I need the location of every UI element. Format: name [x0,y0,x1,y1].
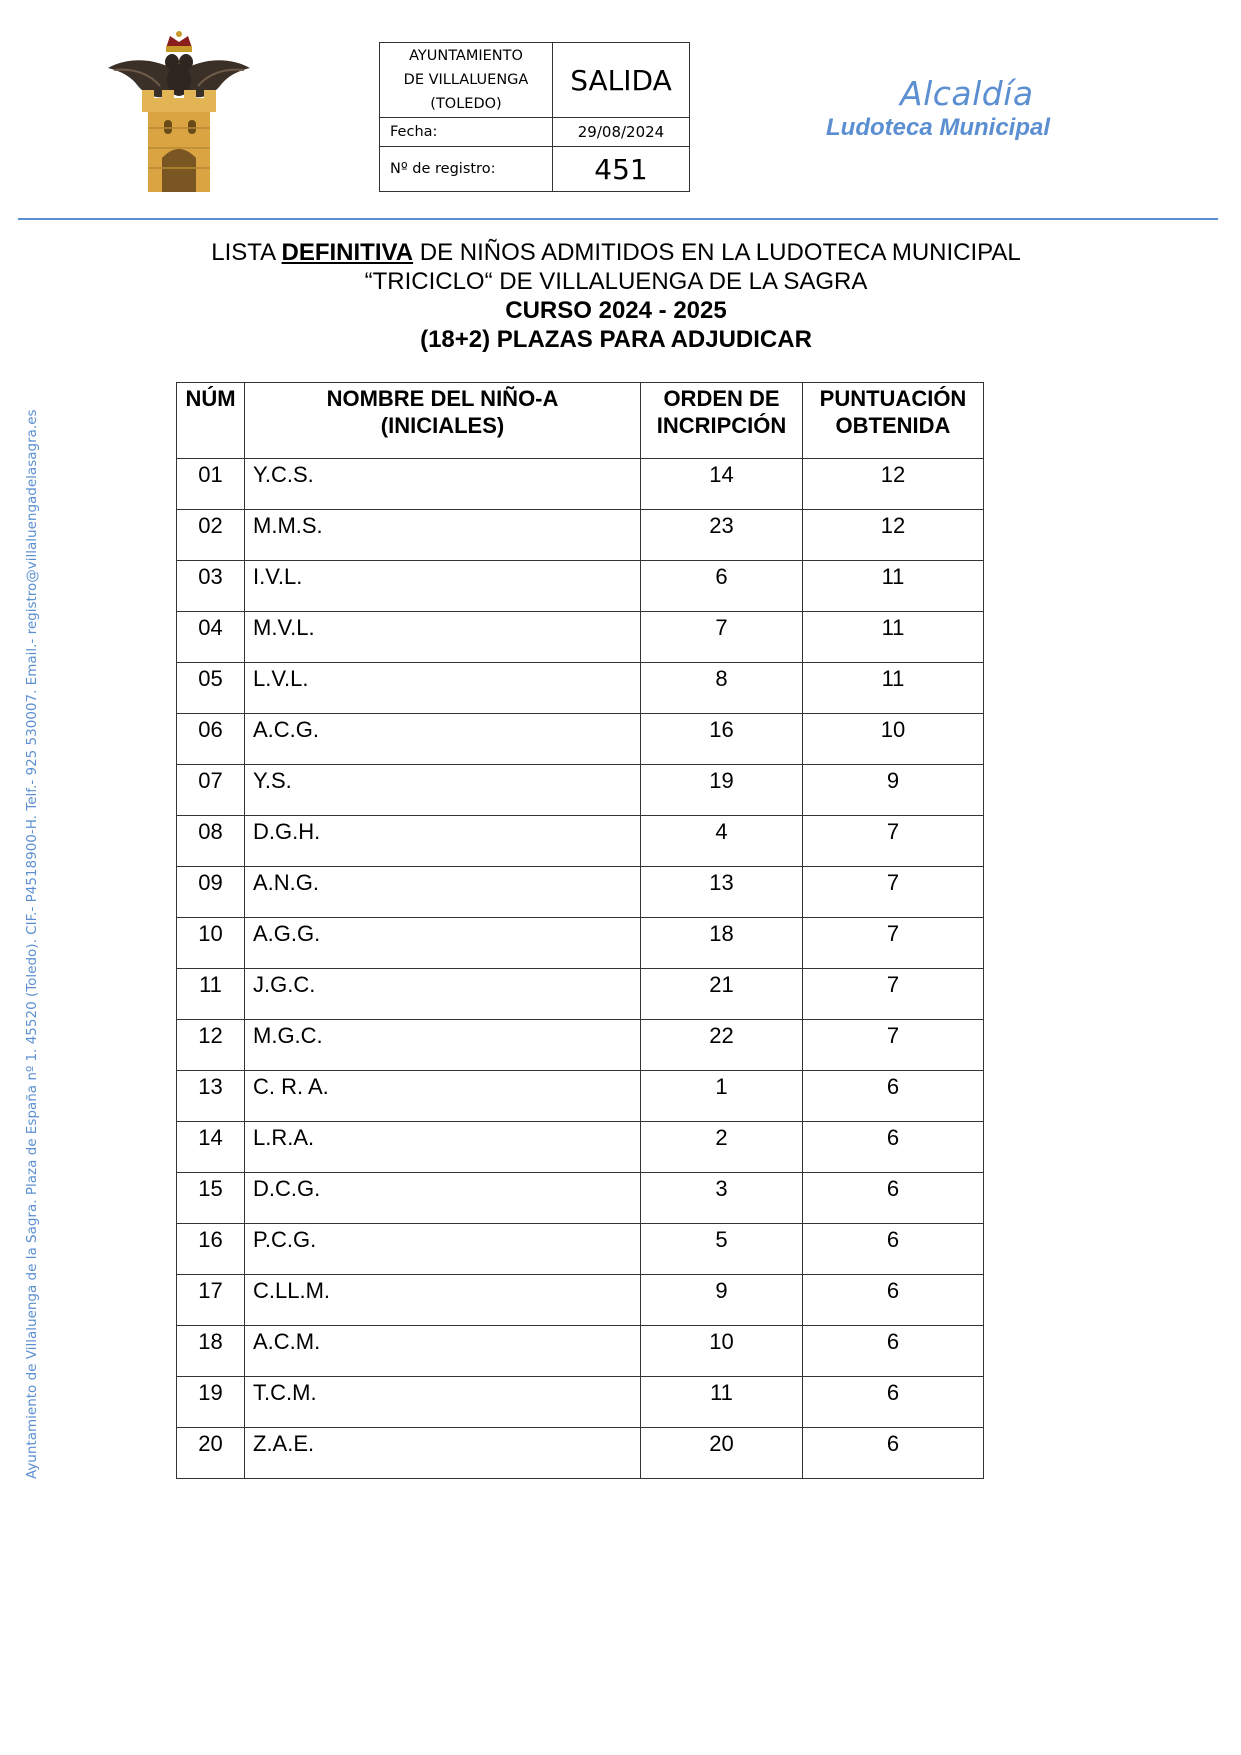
stamp-registry-number: 451 [553,147,690,192]
table-row [177,510,984,561]
header-order-line2: INCRIPCIÓN [656,413,787,438]
table-row [177,459,984,510]
row-order: 11 [641,1377,803,1428]
municipal-crest-logo [104,28,254,198]
row-name: D.C.G. [245,1173,641,1224]
row-order: 1 [641,1071,803,1122]
table-row [177,1428,984,1479]
stamp-organization [380,43,553,118]
row-name: D.G.H. [245,816,641,867]
row-num: 02 [177,510,245,561]
row-score: 6 [803,1122,984,1173]
stamp-org-line3: (TOLEDO) [430,96,502,112]
title-line-1 [0,238,1232,267]
row-score: 11 [803,561,984,612]
row-num: 20 [177,1428,245,1479]
row-score: 6 [803,1224,984,1275]
row-name: A.N.G. [245,867,641,918]
row-name: Y.S. [245,765,641,816]
header-score [803,383,984,459]
table-row [177,1173,984,1224]
row-order: 4 [641,816,803,867]
title-places: (18+2) PLAZAS PARA ADJUDICAR [420,326,812,353]
row-num: 08 [177,816,245,867]
header-score-line1: PUNTUACIÓN [819,386,967,411]
header-order [641,383,803,459]
stamp-org-line1: AYUNTAMIENTO [409,48,523,64]
stamp-registry-label: Nº de registro: [380,147,553,192]
header-divider [18,218,1218,220]
title-line1-suffix: DE NIÑOS ADMITIDOS EN LA LUDOTECA MUNICIPAL [413,239,1021,266]
stamp-date-label: Fecha: [380,118,553,147]
row-order: 8 [641,663,803,714]
row-name: L.R.A. [245,1122,641,1173]
row-num: 12 [177,1020,245,1071]
header-order-line1: ORDEN DE [663,386,780,411]
row-name: M.G.C. [245,1020,641,1071]
row-num: 13 [177,1071,245,1122]
row-name: A.G.G. [245,918,641,969]
table-row [177,561,984,612]
table-body [177,459,984,1479]
table-row [177,918,984,969]
header-score-line2: OBTENIDA [835,413,951,438]
row-order: 20 [641,1428,803,1479]
table-header-row [177,383,984,459]
row-order: 2 [641,1122,803,1173]
row-score: 6 [803,1275,984,1326]
admissions-table [176,382,984,1479]
table-row [177,867,984,918]
row-score: 7 [803,969,984,1020]
row-num: 19 [177,1377,245,1428]
registry-stamp [379,42,690,192]
row-score: 6 [803,1326,984,1377]
header-name [245,383,641,459]
row-order: 13 [641,867,803,918]
row-name: C. R. A. [245,1071,641,1122]
row-name: I.V.L. [245,561,641,612]
header-name-line2: (INICIALES) [380,413,505,438]
row-order: 16 [641,714,803,765]
row-num: 09 [177,867,245,918]
row-num: 07 [177,765,245,816]
row-name: Z.A.E. [245,1428,641,1479]
row-order: 21 [641,969,803,1020]
table-row [177,663,984,714]
row-name: J.G.C. [245,969,641,1020]
row-num: 04 [177,612,245,663]
row-order: 3 [641,1173,803,1224]
row-order: 14 [641,459,803,510]
row-num: 18 [177,1326,245,1377]
row-num: 01 [177,459,245,510]
row-name: T.C.M. [245,1377,641,1428]
row-order: 18 [641,918,803,969]
row-score: 7 [803,816,984,867]
title-line1-prefix: LISTA [211,239,282,266]
row-num: 17 [177,1275,245,1326]
row-score: 7 [803,918,984,969]
row-name: P.C.G. [245,1224,641,1275]
row-name: M.M.S. [245,510,641,561]
table-row [177,969,984,1020]
stamp-type: SALIDA [553,43,690,118]
row-name: C.LL.M. [245,1275,641,1326]
row-order: 9 [641,1275,803,1326]
row-name: Y.C.S. [245,459,641,510]
row-order: 22 [641,1020,803,1071]
table-row [177,765,984,816]
table-row [177,1377,984,1428]
row-score: 10 [803,714,984,765]
stamp-org-line2: DE VILLALUENGA [403,72,529,88]
header-subtitle: Ludoteca Municipal [826,114,1051,141]
row-name: L.V.L. [245,663,641,714]
row-num: 15 [177,1173,245,1224]
row-order: 5 [641,1224,803,1275]
stamp-date-value: 29/08/2024 [553,118,690,147]
row-num: 16 [177,1224,245,1275]
document-title [0,238,1232,354]
row-score: 6 [803,1377,984,1428]
row-order: 7 [641,612,803,663]
table-row [177,1275,984,1326]
header-name-line1: NOMBRE DEL NIÑO-A [326,386,559,411]
table-row [177,1224,984,1275]
table-row [177,1020,984,1071]
table-row [177,1122,984,1173]
row-name: A.C.G. [245,714,641,765]
title-line-2: “TRICICLO“ DE VILLALUENGA DE LA SAGRA [364,268,868,295]
title-course: CURSO 2024 - 2025 [505,297,727,324]
row-score: 7 [803,1020,984,1071]
row-score: 12 [803,510,984,561]
row-num: 14 [177,1122,245,1173]
row-num: 06 [177,714,245,765]
table-row [177,816,984,867]
row-order: 6 [641,561,803,612]
row-score: 6 [803,1173,984,1224]
row-num: 03 [177,561,245,612]
row-order: 19 [641,765,803,816]
table-row [177,612,984,663]
header-title: Alcaldía [900,74,1034,113]
header-num: NÚM [177,383,245,459]
row-order: 23 [641,510,803,561]
row-name: A.C.M. [245,1326,641,1377]
title-definitiva: DEFINITIVA [281,239,414,266]
row-num: 11 [177,969,245,1020]
row-score: 6 [803,1071,984,1122]
row-num: 05 [177,663,245,714]
row-score: 6 [803,1428,984,1479]
row-score: 11 [803,612,984,663]
row-name: M.V.L. [245,612,641,663]
row-score: 7 [803,867,984,918]
row-num: 10 [177,918,245,969]
side-contact-text: Ayuntamiento de Villaluenga de la Sagra. Plaza de España nº 1. 45520 (Toledo). CIF.- P4518900-H. Telf.- 925 530007. Email.- registro@villaluengadelasagra.es [24,409,40,1479]
table-row [177,1071,984,1122]
row-score: 12 [803,459,984,510]
row-score: 11 [803,663,984,714]
table-row [177,714,984,765]
row-order: 10 [641,1326,803,1377]
row-score: 9 [803,765,984,816]
table-row [177,1326,984,1377]
